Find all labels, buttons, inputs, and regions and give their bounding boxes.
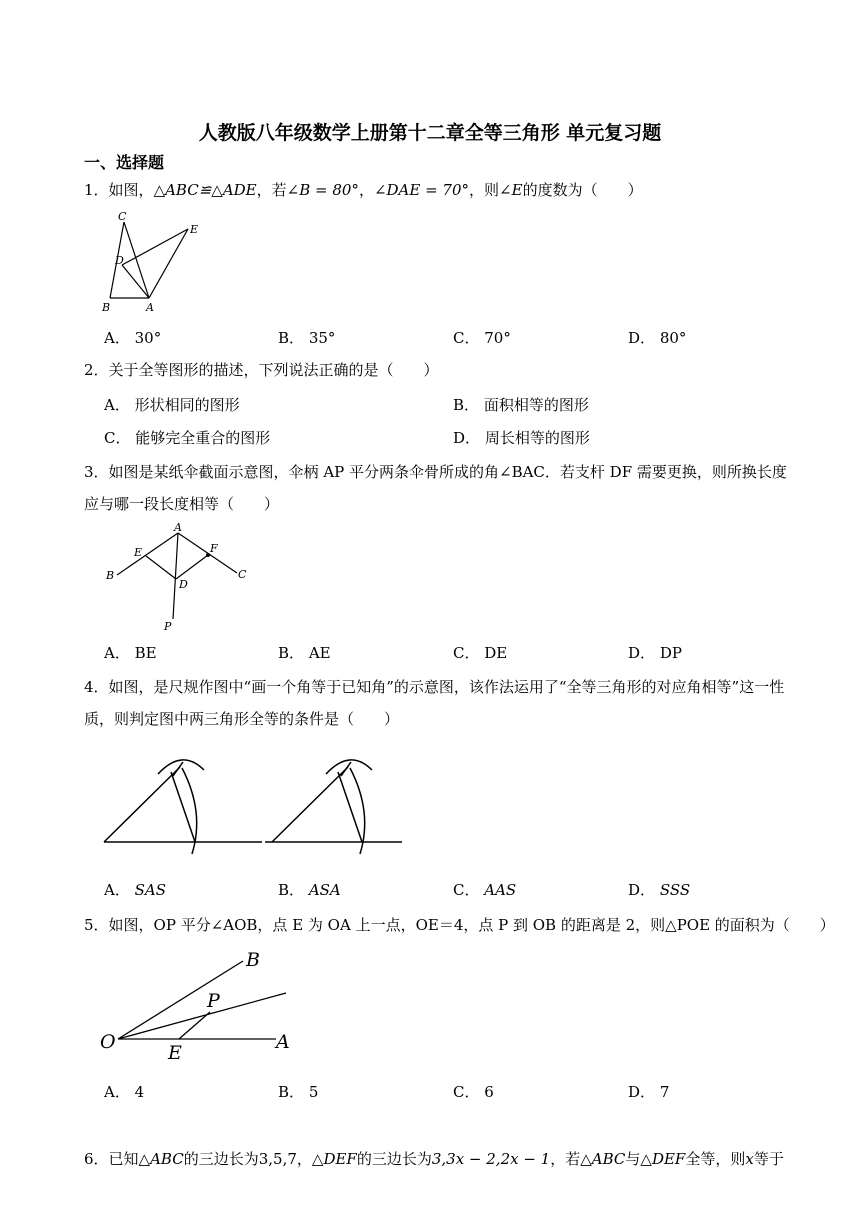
question-2-stem: 2．关于全等图形的描述，下列说法正确的是（ ） xyxy=(84,361,439,379)
question-4-figure xyxy=(100,742,410,862)
q4-option-c[interactable]: C． AAS xyxy=(453,881,517,899)
fig1-label-e: E xyxy=(190,223,199,236)
question-1-figure xyxy=(96,208,216,318)
q3-option-a[interactable]: A． BE xyxy=(104,644,157,662)
q2-option-a[interactable]: A． 形状相同的图形 xyxy=(104,396,240,414)
q3-option-d[interactable]: D． DP xyxy=(628,644,682,662)
fig1-label-b: B xyxy=(102,301,111,314)
q1-option-d[interactable]: D． 80° xyxy=(628,329,687,347)
fig5-label-p: P xyxy=(207,990,220,1012)
q2-option-b[interactable]: B． 面积相等的图形 xyxy=(453,396,589,414)
fig5-label-a: A xyxy=(276,1031,290,1053)
question-4-stem-line1: 4．如图，是尺规作图中“画一个角等于已知角”的示意图，该作法运用了“全等三角形的对应角相等”这一性 xyxy=(84,678,785,696)
fig1-label-a: A xyxy=(146,301,154,314)
fig3-label-b: B xyxy=(106,569,115,582)
fig5-label-b: B xyxy=(246,949,260,971)
q3-option-c[interactable]: C． DE xyxy=(453,644,508,662)
q5-option-c[interactable]: C． 6 xyxy=(453,1083,494,1101)
fig3-label-d: D xyxy=(179,578,188,591)
fig1-label-d: D xyxy=(115,254,124,267)
q4-option-a[interactable]: A． SAS xyxy=(104,881,167,899)
fig5-label-o: O xyxy=(100,1031,116,1053)
q1-option-b[interactable]: B． 35° xyxy=(278,329,336,347)
section-heading: 一、选择题 xyxy=(84,153,165,172)
q4-option-b[interactable]: B． ASA xyxy=(278,881,341,899)
page-title: 人教版八年级数学上册第十二章全等三角形 单元复习题 xyxy=(198,122,662,144)
q2-option-c[interactable]: C． 能够完全重合的图形 xyxy=(104,429,271,447)
q1-option-c[interactable]: C． 70° xyxy=(453,329,511,347)
question-6-stem: 6．已知△ABC的三边长为3,5,7，△DEF的三边长为3,3x − 2,2x − 1，若△ABC与△DEF全等，则x等于 xyxy=(84,1150,784,1168)
question-3-stem-line1: 3．如图是某纸伞截面示意图，伞柄 AP 平分两条伞骨所成的角∠BAC．若支杆 DF 需要更换，则所换长度 xyxy=(84,463,787,481)
q4-option-d[interactable]: D． SSS xyxy=(628,881,691,899)
question-3-figure xyxy=(100,522,260,634)
fig3-label-e: E xyxy=(134,546,143,559)
question-5-stem: 5．如图，OP 平分∠AOB，点 E 为 OA 上一点，OE＝4，点 P 到 OB 的距离是 2，则△POE 的面积为（ ） xyxy=(84,916,835,934)
question-4-stem-line2: 质，则判定图中两三角形全等的条件是（ ） xyxy=(84,710,400,728)
fig5-label-e: E xyxy=(168,1042,182,1064)
question-1-stem: 1．如图，△ABC≌△ADE，若∠B = 80°，∠DAE = 70°，则∠E的度数为（ ） xyxy=(84,181,643,199)
fig3-label-f: F xyxy=(210,542,218,555)
question-5-figure xyxy=(98,944,303,1066)
fig3-label-p: P xyxy=(164,620,172,633)
fig3-label-a: A xyxy=(174,522,182,534)
q5-option-d[interactable]: D． 7 xyxy=(628,1083,670,1101)
fig1-label-c: C xyxy=(118,210,127,223)
q5-option-a[interactable]: A． 4 xyxy=(104,1083,145,1101)
q1-option-a[interactable]: A． 30° xyxy=(104,329,162,347)
q2-option-d[interactable]: D． 周长相等的图形 xyxy=(453,429,590,447)
question-3-stem-line2: 应与哪一段长度相等（ ） xyxy=(84,495,280,513)
q5-option-b[interactable]: B． 5 xyxy=(278,1083,319,1101)
fig3-label-c: C xyxy=(238,568,247,581)
q3-option-b[interactable]: B． AE xyxy=(278,644,331,662)
